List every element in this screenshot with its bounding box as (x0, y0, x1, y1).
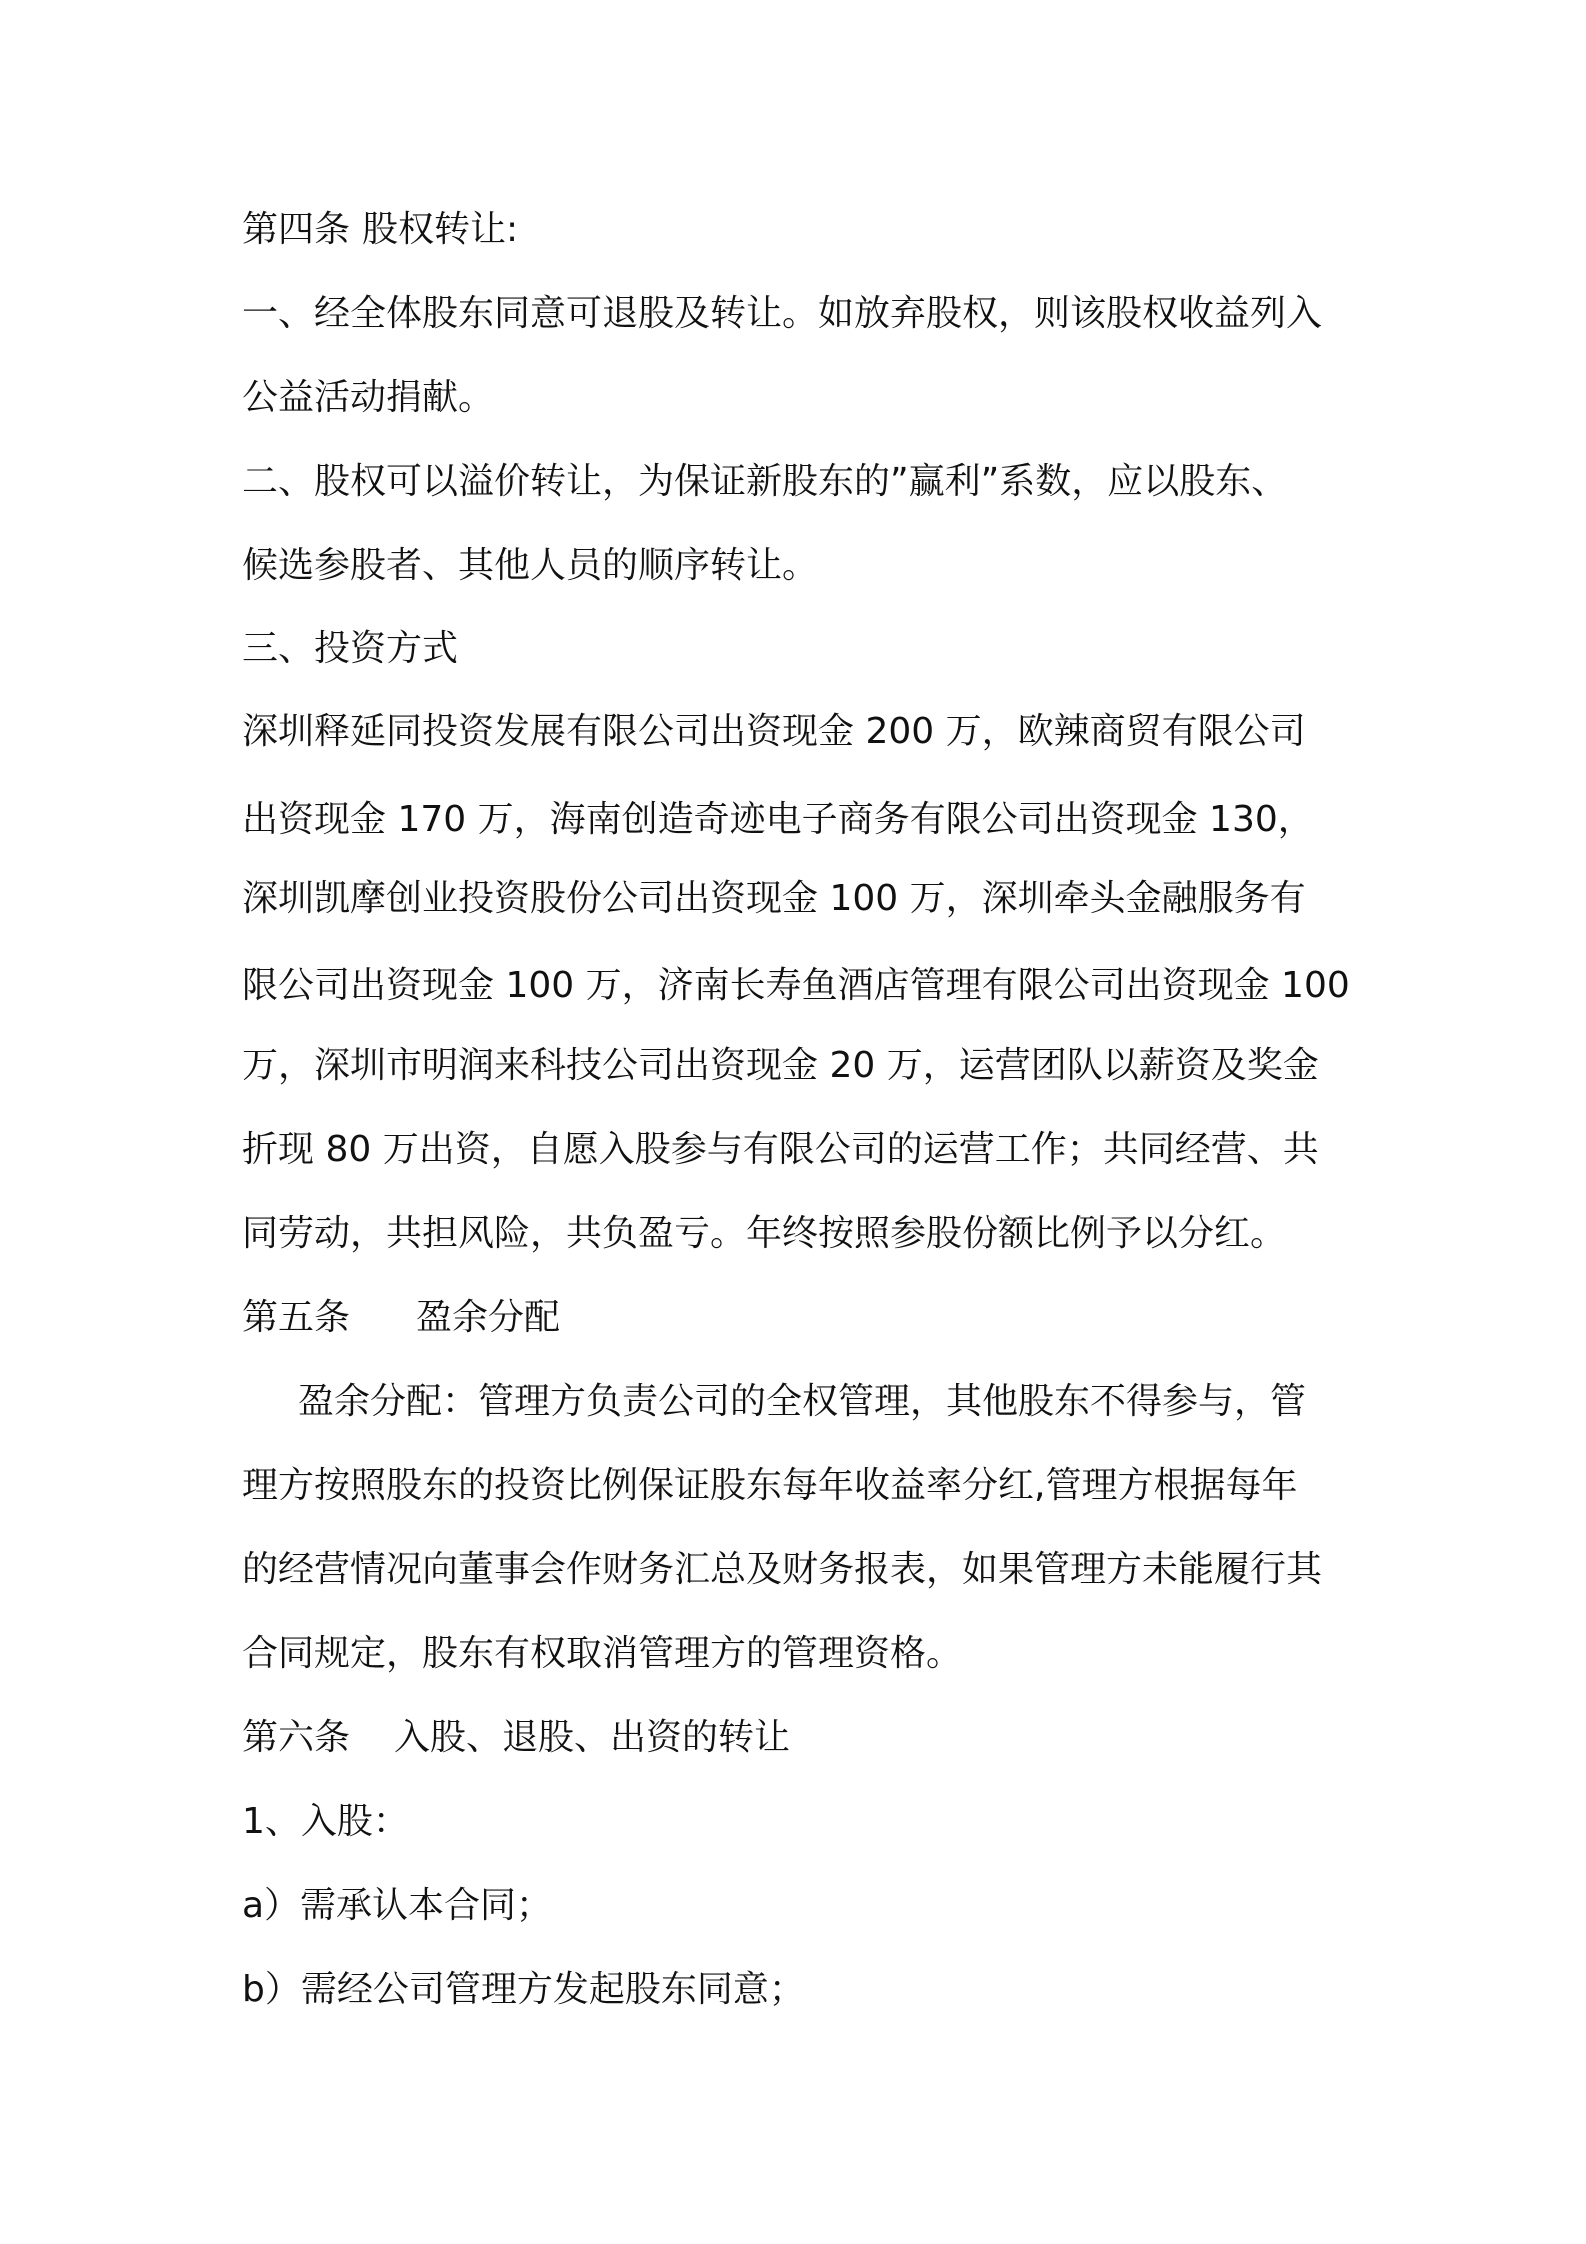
article5-para-line: 合同规定，股东有权取消管理方的管理资格。 (242, 1633, 963, 1674)
article6-sub1: 1、入股： (242, 1801, 409, 1842)
article5-para-line: 理方按照股东的投资比例保证股东每年收益率分红,管理方根据每年 (242, 1465, 1298, 1506)
article5-heading-num: 第五条 (242, 1297, 351, 1338)
article6-sub-b: b）需经公司管理方发起股东同意； (242, 1969, 805, 2010)
article6-heading-num: 第六条 (242, 1717, 351, 1758)
invest-line: 限公司出资现金 100 万，济南长寿鱼酒店管理有限公司出资现金 100 (242, 965, 1350, 1006)
invest-line: 深圳释延同投资发展有限公司出资现金 200 万，欧辣商贸有限公司 (242, 711, 1306, 752)
invest-line: 同劳动，共担风险，共负盈亏。年终按照参股份额比例予以分红。 (242, 1213, 1287, 1254)
article5-para-line: 的经营情况向董事会作财务汇总及财务报表，如果管理方未能履行其 (242, 1549, 1323, 1590)
article5-heading-title: 盈余分配 (416, 1297, 561, 1338)
invest-line: 出资现金 170 万，海南创造奇迹电子商务有限公司出资现金 130， (242, 799, 1314, 840)
article4-item2-line2: 候选参股者、其他人员的顺序转让。 (242, 545, 819, 586)
article4-item1-line2: 公益活动捐献。 (242, 377, 495, 418)
article4-item3-title: 三、投资方式 (242, 628, 459, 669)
article4-item1-line1: 一、经全体股东同意可退股及转让。如放弃股权，则该股权收益列入 (242, 293, 1323, 334)
article5-para-line: 盈余分配：管理方负责公司的全权管理，其他股东不得参与，管 (298, 1381, 1307, 1422)
article6-sub-a: a）需承认本合同； (242, 1885, 553, 1926)
invest-line: 深圳凯摩创业投资股份公司出资现金 100 万，深圳牵头金融服务有 (242, 878, 1306, 919)
article5-heading (242, 1294, 560, 1342)
article4-item2-line1: 二、股权可以溢价转让，为保证新股东的”赢利”系数，应以股东、 (242, 461, 1288, 502)
article6-heading (242, 1714, 790, 1762)
article4-heading-num: 第四条 (242, 209, 351, 250)
article4-heading (242, 206, 518, 254)
invest-line: 万，深圳市明润来科技公司出资现金 20 万，运营团队以薪资及奖金 (242, 1045, 1319, 1086)
article6-heading-title: 入股、退股、出资的转让 (394, 1717, 791, 1758)
article4-heading-title: 股权转让: (362, 209, 519, 250)
invest-line: 折现 80 万出资，自愿入股参与有限公司的运营工作；共同经营、共 (242, 1129, 1319, 1170)
